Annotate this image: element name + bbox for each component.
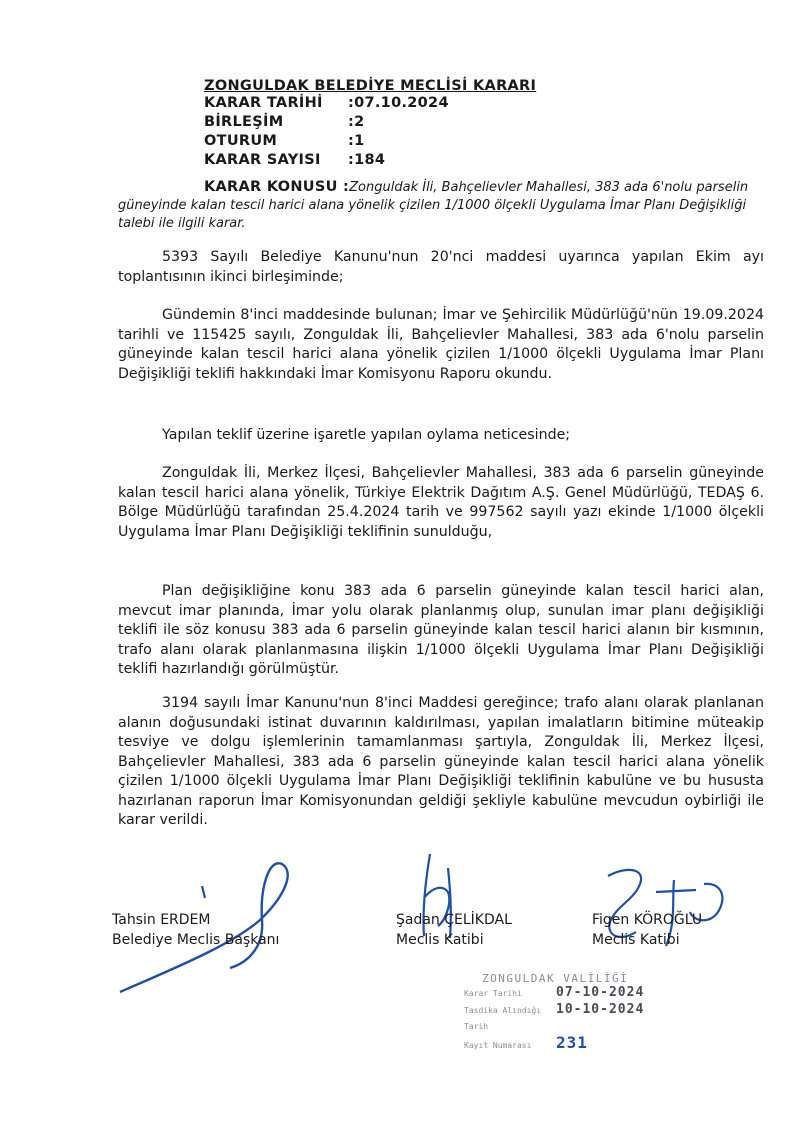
- signatory-name: Tahsin ERDEM: [112, 912, 211, 928]
- meta-value: :07.10.2024: [348, 95, 449, 111]
- subject-text: Zonguldak İli, Bahçelievler Mahallesi, 383 ada 6'nolu parselin güneyinde kalan tescil harici alana yönelik çizilen 1/1000 ölçekli Uygulama İmar Planı Değişikliği talebi ile ilgili karar.: [118, 180, 749, 231]
- paragraph-text: Zonguldak İli, Merkez İlçesi, Bahçelievler Mahallesi, 383 ada 6 parselin güneyinde kalan tescil harici alana yönelik, Türkiye Elektrik Dağıtım A.Ş. Genel Müdürlüğü, TEDAŞ 6. Bölge Müdürlüğü tarafından 25.4.2024 tarih ve 997562 sayılı yazı ekinde 1/1000 ölçekli Uygulama İmar Planı Değişikliği teklifinin sunulduğu,: [118, 465, 764, 540]
- meta-value: :1: [348, 133, 365, 149]
- paragraph-text: 3194 sayılı İmar Kanunu'nun 8'inci Maddesi gereğince; trafo alanı olarak planlanan alanın doğusundaki istinat duvarının kaldırılması, yapılan imalatların bitimine müteakip tesviye ve dolgu işlemlerinin tamamlanması şartıyla, Zonguldak İli, Merkez İlçesi, Bahçelievler Mahallesi, 383 ada 6 parselin güneyinde kalan tescil harici alana yönelik çizilen 1/1000 ölçekli Uygulama İmar Planı Değişikliği teklifinin kabulüne ve bu hususta hazırlanan raporun İmar Komisyonundan geldiği şekliyle kabulüne mevcudun oybirliği ile karar verildi.: [118, 695, 764, 828]
- document-header: [204, 78, 536, 170]
- paragraph-text: Plan değişikliğine konu 383 ada 6 parselin güneyinde kalan tescil harici alan, mevcut imar planında, İmar yolu olarak planlanmış olup, sunulan imar planı değişikliği teklifi ile söz konusu 383 ada 6 parselin güneyinde kalan tescil harici alanın bir kısmının, trafo alanı olarak planlanmasına ilişkin 1/1000 ölçekli Uygulama İmar Planı Değişikliği teklifi hazırlandığı görülmüştür.: [118, 583, 764, 677]
- paragraph-5: [118, 582, 764, 680]
- document-title: ZONGULDAK BELEDİYE MECLİSİ KARARI: [204, 78, 537, 94]
- paragraph-1: [118, 248, 764, 287]
- stamp-row: [464, 985, 664, 1002]
- stamp-label: Kayıt Numarası: [464, 1041, 532, 1050]
- subject-label: KARAR KONUSU :: [204, 179, 350, 195]
- meta-value: :184: [348, 152, 386, 168]
- paragraph-6: [118, 694, 764, 831]
- meta-decision-number: [204, 151, 536, 170]
- paragraph-text: Gündemin 8'inci maddesinde bulunan; İmar ve Şehircilik Müdürlüğü'nün 19.09.2024 tarihli ve 115425 sayılı, Zonguldak İli, Bahçelievler Mahallesi, 383 ada 6'nolu parselin güneyinde kalan tescil harici alana yönelik çizilen 1/1000 ölçekli Uygulama İmar Planı Değişikliği teklifi hakkındaki İmar Komisyonu Raporu okundu.: [118, 307, 764, 382]
- meta-value: :2: [348, 114, 365, 130]
- signatory-chairman: [112, 910, 279, 950]
- meta-label: KARAR TARİHİ: [204, 95, 323, 111]
- meta-label: BİRLEŞİM: [204, 114, 284, 130]
- paragraph-text: 5393 Sayılı Belediye Kanunu'nun 20'nci maddesi uyarınca yapılan Ekim ayı toplantısının ikinci birleşiminde;: [118, 249, 764, 285]
- stamp-title: ZONGULDAK VALİLİĞİ: [482, 972, 629, 985]
- stamp-label: Karar Tarihi: [464, 989, 522, 998]
- signatory-secretary-2: [592, 910, 702, 950]
- signatory-role: Belediye Meclis Başkanı: [112, 932, 280, 948]
- signatory-name: Figen KÖROĞLU: [592, 912, 703, 928]
- paragraph-3: [118, 426, 764, 446]
- paragraph-2: [118, 306, 764, 384]
- signatory-name: Şadan ÇELİKDAL: [396, 912, 512, 928]
- signatory-role: Meclis Katibi: [592, 932, 680, 948]
- stamp-label: Tasdika Alındığı Tarih: [464, 1006, 542, 1031]
- meta-label: OTURUM: [204, 133, 278, 149]
- meta-decision-date: [204, 94, 536, 113]
- meta-session: [204, 113, 536, 132]
- governorship-stamp: [464, 972, 664, 1054]
- paragraph-text: Yapılan teklif üzerine işaretle yapılan oylama neticesinde;: [162, 427, 571, 443]
- stamp-value: 231: [556, 1033, 588, 1052]
- signatory-role: Meclis Katibi: [396, 932, 484, 948]
- decision-subject: [118, 178, 764, 233]
- stamp-row: [464, 1002, 664, 1035]
- stamp-value: 10-10-2024: [556, 1002, 645, 1017]
- meta-label: KARAR SAYISI: [204, 152, 321, 168]
- stamp-row: [464, 1035, 664, 1054]
- stamp-value: 07-10-2024: [556, 985, 645, 1000]
- paragraph-4: [118, 464, 764, 542]
- signatory-secretary-1: [396, 910, 512, 950]
- meta-sitting: [204, 132, 536, 151]
